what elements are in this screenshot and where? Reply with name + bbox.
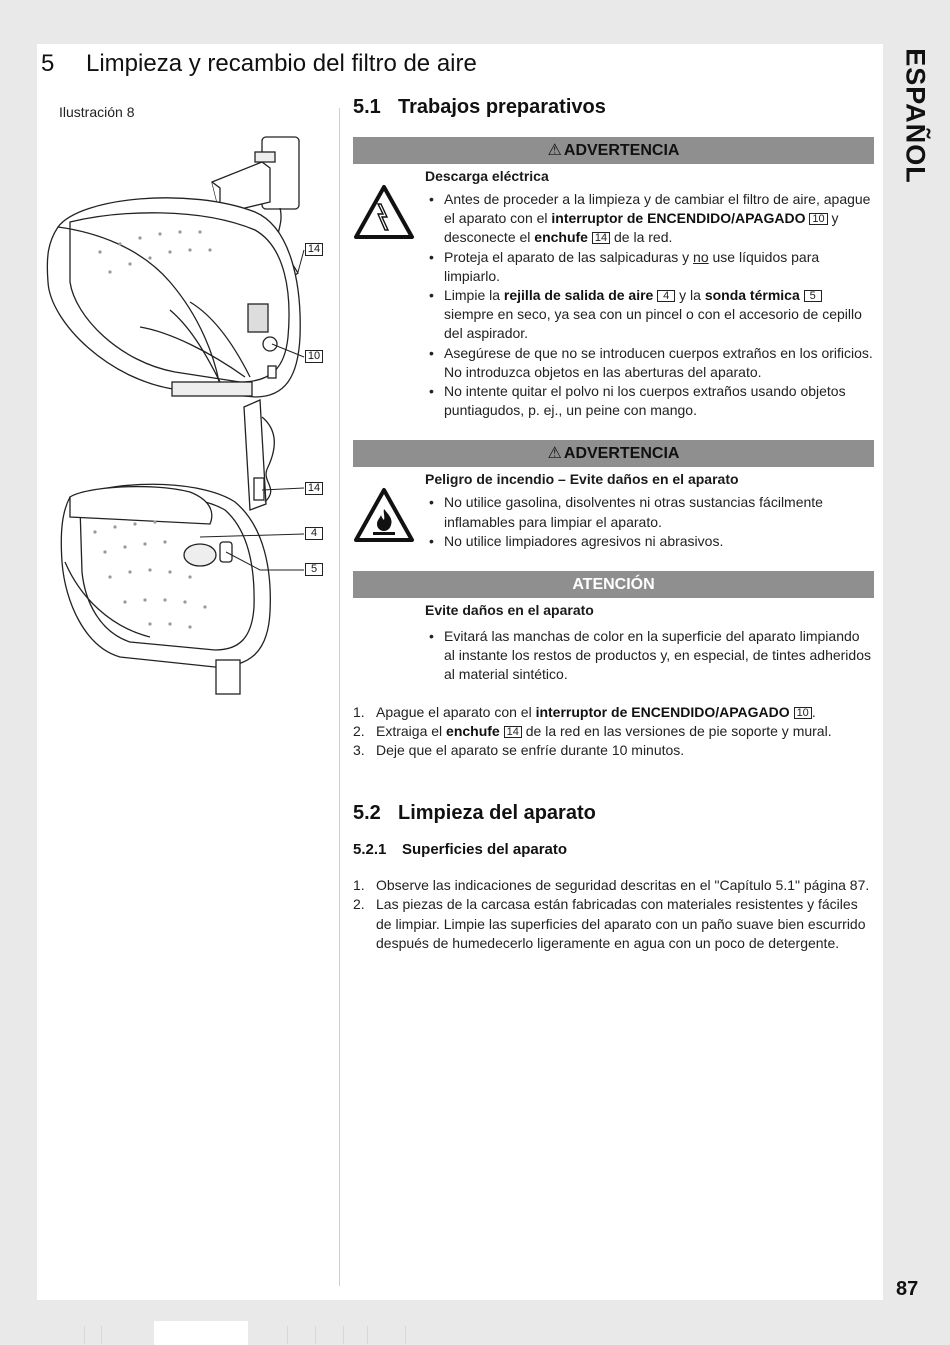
step-item: 1. Apague el aparato con el interruptor de ENCENDIDO/APAGADO 10 .	[353, 703, 816, 720]
list-item: • No intente quitar el polvo ni los cuerpos extraños usando objetos puntiagudos, p. ej., un peine con mango.	[425, 382, 874, 420]
warning-bar-2: ⚠ ADVERTENCIA	[353, 440, 874, 467]
step-item: 2. Extraiga el enchufe 14 de la red en las versiones de pie soporte y mural.	[353, 722, 832, 739]
step-item: 2. Las piezas de la carcasa están fabricadas con materiales resistentes y fáciles de limpiar. Limpie las superficies del aparato con un paño suave bien escurrido después de humedecerlo ligeramente en agua con un poco de detergente.	[353, 896, 866, 951]
warning-triangle-icon: ⚠	[547, 142, 562, 159]
language-label: ESPAÑOL	[900, 48, 931, 184]
content-column	[353, 96, 874, 953]
preparation-steps	[353, 703, 874, 761]
list-item: • Asegúrese de que no se introducen cuerpos extraños en los orificios. No introduzca objetos en las aberturas del aparato.	[425, 344, 874, 382]
caution-block	[353, 602, 874, 685]
warning-triangle-icon: ⚠	[547, 445, 562, 463]
callout-14-plug-top: 14	[305, 243, 323, 256]
warning-block-fire	[353, 471, 874, 551]
list-item: • Evitará las manchas de color en la superficie del aparato limpiando al instante los restos de productos y, en especial, de tintes adheridos al material sintético.	[425, 627, 874, 685]
list-item: • Limpie la rejilla de salida de aire 4 y la sonda térmica 5 siempre en seco, ya sea con un pincel o con el accesorio de cepillo del aspirador.	[425, 286, 874, 344]
list-item: • No utilice gasolina, disolventes ni otras sustancias fácilmente inflamables para limpiar el aparato.	[425, 493, 874, 531]
section-5-1-heading: 5.1 Trabajos preparativos	[353, 96, 606, 118]
callout-4-grille: 4	[305, 527, 323, 540]
list-item: • Antes de proceder a la limpieza y de cambiar el filtro de aire, apague el aparato con el interruptor de ENCENDIDO/APAGADO 10 y desconecte el enchufe 14 de la red.	[425, 190, 874, 248]
chapter-title: 5 Limpieza y recambio del filtro de aire	[41, 50, 477, 77]
hair-dryer-drawing	[40, 132, 330, 704]
caution-subhead: Evite daños en el aparato	[425, 602, 594, 619]
warning-2-subhead: Peligro de incendio – Evite daños en el aparato	[425, 471, 739, 488]
warning-block-electric	[353, 168, 874, 420]
list-item: • Proteja el aparato de las salpicaduras y no use líquidos para limpiarlo.	[425, 248, 874, 286]
warning-1-list	[425, 190, 874, 420]
callout-14-plug-bottom: 14	[305, 482, 323, 495]
device-illustration	[40, 132, 330, 704]
electric-shock-warning-icon	[353, 168, 425, 420]
illustration-label: Ilustración 8	[59, 104, 135, 120]
callout-10-switch: 10	[305, 350, 323, 363]
callout-5-probe: 5	[305, 563, 323, 576]
section-5-2-heading: 5.2 Limpieza del aparato	[353, 802, 596, 825]
caution-bar: ATENCIÓN	[353, 571, 874, 598]
language-tab	[890, 46, 940, 186]
caution-list	[425, 627, 874, 685]
warning-bar-1: ⚠ ADVERTENCIA	[353, 137, 874, 164]
section-5-2-1-heading: 5.2.1 Superficies del aparato	[353, 841, 568, 859]
footer-strip	[0, 1318, 950, 1345]
step-item: 3. Deje que el aparato se enfríe durante 10 minutos.	[353, 742, 685, 759]
warning-1-subhead: Descarga eléctrica	[425, 168, 549, 184]
fire-hazard-warning-icon	[353, 471, 425, 551]
surface-cleaning-steps	[353, 876, 874, 953]
column-divider	[339, 108, 340, 1286]
warning-2-list	[425, 493, 874, 551]
page-number: 87	[896, 1278, 919, 1300]
list-item: • No utilice limpiadores agresivos ni abrasivos.	[425, 532, 874, 551]
step-item: 1. Observe las indicaciones de seguridad descritas en el "Capítulo 5.1" página 87.	[353, 877, 870, 894]
